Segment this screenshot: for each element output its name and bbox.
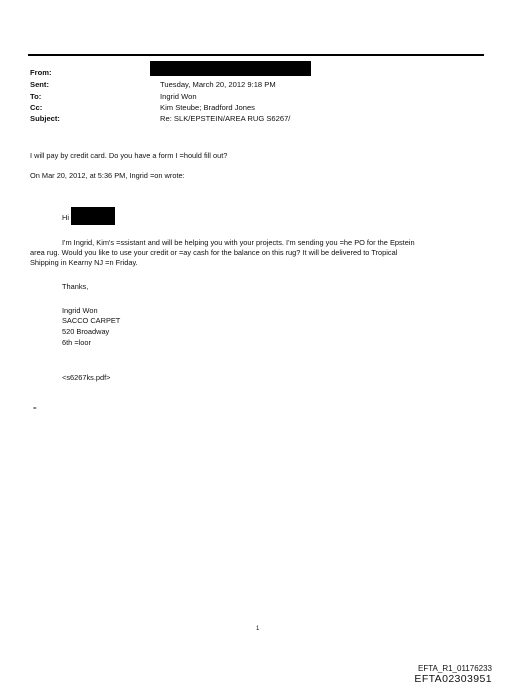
message-line-3: Shipping in Kearny NJ =n Friday. xyxy=(30,258,138,267)
reply-line: I will pay by credit card. Do you have a form I =hould fill out? xyxy=(30,151,228,160)
sent-value: Tuesday, March 20, 2012 9:18 PM xyxy=(160,80,276,89)
page-number: 1 xyxy=(256,626,260,632)
signature-address: 520 Broadway xyxy=(62,327,110,336)
to-value: Ingrid Won xyxy=(160,92,197,101)
message-line-2: area rug. Would you like to use your credit or =ay cash for the balance on this rug? It will be delivered to Tropical xyxy=(30,248,398,257)
signature-floor: 6th =loor xyxy=(62,338,91,347)
greeting: Hi xyxy=(62,213,69,222)
message-line-1: I'm Ingrid, Kim's =ssistant and will be helping you with your projects. I'm sending you =he PO for the Epstein xyxy=(62,238,415,247)
cc-label: Cc: xyxy=(30,103,43,112)
thanks: Thanks, xyxy=(62,282,89,291)
from-label: From: xyxy=(30,68,52,77)
signature-company: SACCO CARPET xyxy=(62,316,121,325)
subject-label: Subject: xyxy=(30,114,60,123)
redaction-from xyxy=(150,61,311,76)
signature-name: Ingrid Won xyxy=(62,306,98,315)
stray-mark: = xyxy=(33,406,37,412)
subject-value: Re: SLK/EPSTEIN/AREA RUG S6267/ xyxy=(160,114,291,123)
quote-intro: On Mar 20, 2012, at 5:36 PM, Ingrid =on wrote: xyxy=(30,171,185,180)
redaction-greeting xyxy=(71,207,115,225)
bates-number-small: EFTA_R1_01176233 xyxy=(418,664,492,673)
to-label: To: xyxy=(30,92,42,101)
attachment-name: <s6267ks.pdf> xyxy=(62,373,111,382)
header-rule xyxy=(28,54,484,56)
bates-number-large: EFTA02303951 xyxy=(414,673,492,685)
cc-value: Kim Steube; Bradford Jones xyxy=(160,103,255,112)
sent-label: Sent: xyxy=(30,80,49,89)
